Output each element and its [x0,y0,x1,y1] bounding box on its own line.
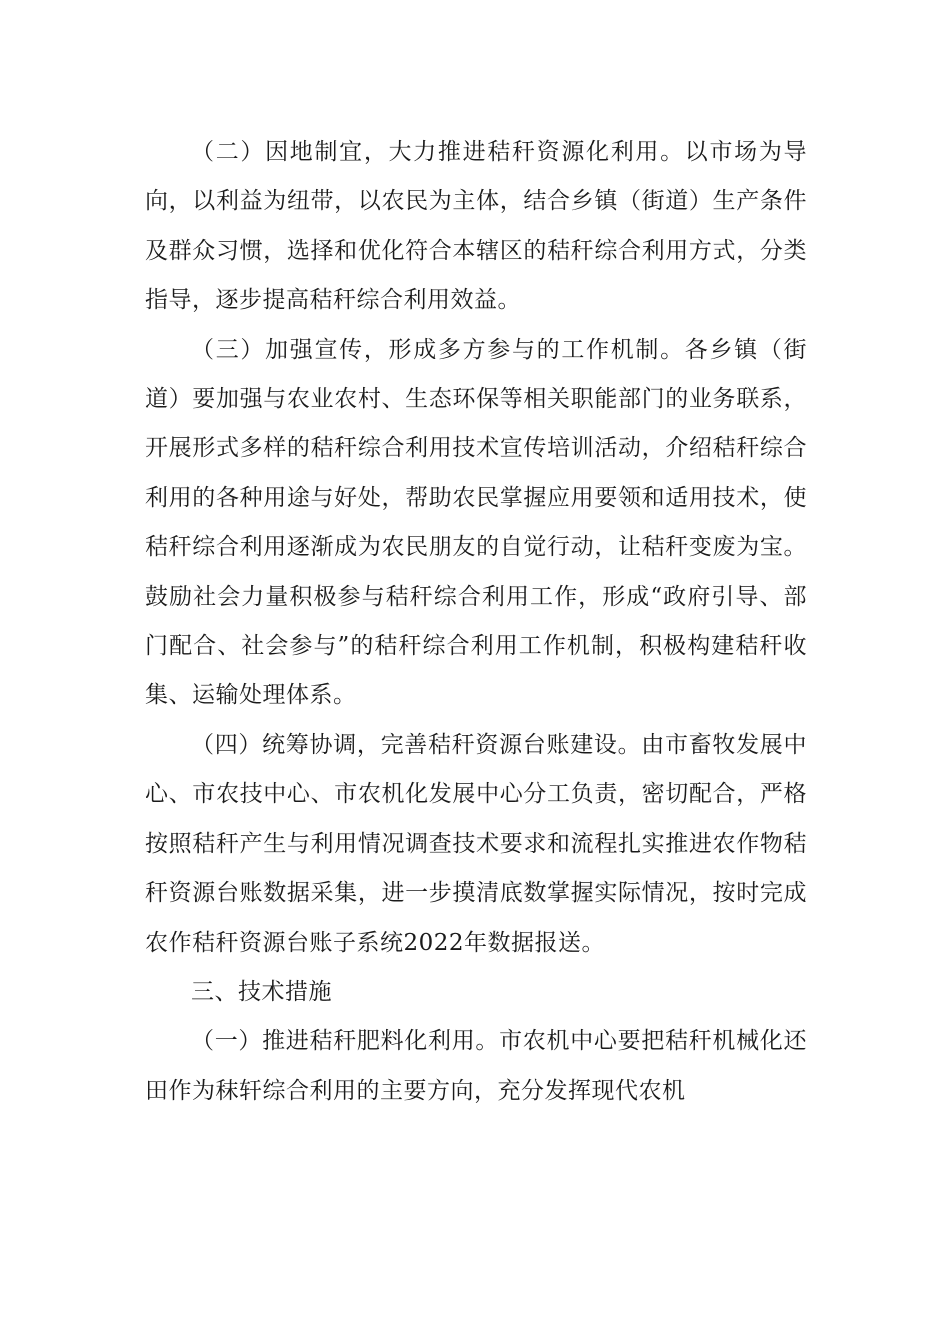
paragraph-1-fertilizer-use: （一）推进秸秆肥料化利用。市农机中心要把秸秆机械化还田作为秣轩综合利用的主要方向，充分发挥现代农机 [145,1028,807,1104]
paragraph-3-publicity: （三）加强宣传，形成多方参与的工作机制。各乡镇（街道）要加强与农业农村、生态环保等相关职能部门的业务联系，开展形式多样的秸秆综合利用技术宣传培训活动，介绍秸秆综合利用的各种用途与好处，帮助农民掌握应用要领和适用技术，使秸秆综合利用逐渐成为农民朋友的自觉行动，让秸秆变废为宝。鼓励社会力量积极参与秸秆综合利用工作，形成“政府引导、部门配合、社会参与”的秸秆综合利用工作机制，积极构建秸秆收集、运输处理体系。 [145,336,807,709]
paragraph-4-coordination: （四）统筹协调，完善秸秆资源台账建设。由市畜牧发展中心、市农技中心、市农机化发展中心分工负责，密切配合，严格按照秸秆产生与利用情况调查技术要求和流程扎实推进农作物秸秆资源台账数据采集，进一步摸清底数掌握实际情况，按时完成农作秸秆资源台账子系统2022年数据报送。 [145,731,807,956]
document-body [145,128,807,1116]
section-heading-technical-measures: 三、技术措施 [191,978,332,1005]
paragraph-2-local-conditions: （二）因地制宜，大力推进秸秆资源化利用。以市场为导向，以利益为纽带，以农民为主体，结合乡镇（街道）生产条件及群众习惯，选择和优化符合本辖区的秸秆综合利用方式，分类指导，逐步提高秸秆综合利用效益。 [145,139,807,314]
